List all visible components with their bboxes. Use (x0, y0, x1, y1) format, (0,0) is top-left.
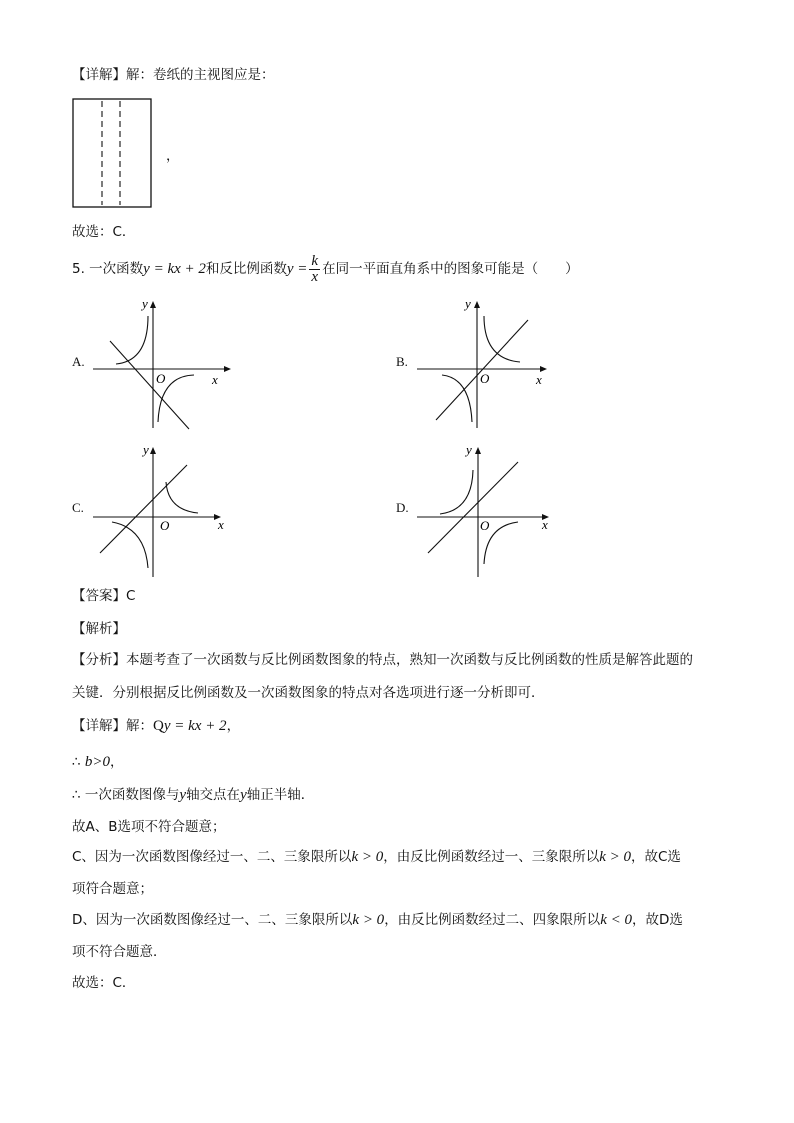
detail2-line-d (72, 911, 683, 929)
conclusion-2: 故选：C． (72, 975, 136, 991)
question-5 (72, 252, 579, 286)
because-symbol: Q (153, 718, 164, 734)
therefore1-tail: ， (110, 754, 124, 770)
hyperbola-branch-upper (484, 316, 520, 362)
linear-function-line (100, 465, 187, 553)
x-axis-label: x (218, 517, 224, 532)
y-axis-arrow-icon (475, 447, 481, 454)
option-b-graph (414, 296, 559, 431)
reciprocal-fraction (309, 254, 320, 285)
therefore-symbol-2: ∴ (72, 787, 81, 803)
c-text-3: ，故C选 (631, 849, 681, 865)
detail-text: 解：卷纸的主视图应是： (126, 67, 275, 83)
c-expr-2: k > 0 (599, 849, 631, 865)
front-view-rectangle (73, 99, 151, 207)
c-expr-1: k > 0 (351, 849, 384, 865)
hyperbola-branch-upper (116, 316, 148, 364)
origin-label: O (160, 518, 170, 533)
analysis-header: 【解析】 (72, 621, 126, 637)
figure-comma: ， (166, 148, 180, 164)
y-var-2: y (240, 787, 247, 803)
therefore2-text-b: 轴交点在 (186, 787, 241, 803)
analysis-tag: 【分析】 (72, 652, 126, 668)
analysis-line-1 (72, 651, 693, 669)
origin-label: O (480, 371, 490, 386)
question-part2: 和反比例函数 (205, 261, 287, 277)
roll-front-view-figure (72, 98, 154, 210)
detail2-line-c2: 项符合题意； (72, 881, 153, 897)
fraction-denominator: x (311, 268, 319, 285)
question-part1: 一次函数 (89, 261, 144, 277)
detail2-comma: ， (226, 718, 241, 734)
answer-line (72, 587, 135, 605)
y-var-1: y (179, 787, 187, 803)
option-a-graph (90, 296, 235, 431)
therefore2-text-a: 一次函数图像与 (84, 787, 180, 803)
d-text-2: ，由反比例函数经过二、四象限所以 (384, 912, 601, 928)
origin-label: O (480, 518, 490, 533)
d-expr-1: k > 0 (352, 912, 385, 928)
y-axis-arrow-icon (150, 301, 156, 308)
x-axis-label: x (536, 372, 542, 387)
y-axis-label: y (466, 442, 472, 457)
hyperbola-branch-second-quadrant (440, 470, 473, 514)
option-a-label: A. (72, 354, 85, 369)
question-part3: 在同一平面直角系中的图象可能是（ ） (322, 261, 579, 277)
detail2-line-ab: 故A、B选项不符合题意； (72, 819, 226, 835)
y-axis-label: y (465, 296, 471, 311)
option-c-graph (90, 440, 235, 580)
therefore-symbol-1: ∴ (72, 754, 81, 770)
detail2-line-d2: 项不符合题意． (72, 944, 167, 960)
y-axis-label: y (142, 296, 148, 311)
detail-tag: 【详解】 (72, 67, 126, 83)
detail2-prefix: 解： (126, 718, 153, 734)
y-axis-arrow-icon (474, 301, 480, 308)
hyperbola-branch-third-quadrant (112, 522, 148, 568)
d-expr-2: k < 0 (600, 912, 632, 928)
c-text-1: C、因为一次函数图像经过一、二、三象限所以 (72, 849, 352, 865)
x-axis-arrow-icon (224, 366, 231, 372)
b-positive-expr: b>0 (84, 754, 111, 770)
hyperbola-branch-lower (442, 375, 472, 422)
d-text-3: ，故D选 (631, 912, 683, 928)
linear-function-expr: y = kx + 2 (143, 261, 206, 277)
option-b-label: B. (396, 354, 408, 369)
option-c-label: C. (72, 500, 84, 515)
therefore2-text-c: 轴正半轴． (246, 787, 315, 803)
detail2-equation: y = kx + 2 (163, 718, 227, 734)
conclusion-1: 故选：C． (72, 224, 136, 240)
option-d-label: D. (396, 500, 409, 515)
fraction-numerator: k (311, 252, 319, 269)
detail2-line-3 (72, 786, 314, 804)
answer-value: C (126, 588, 136, 604)
detail2-tag: 【详解】 (72, 718, 126, 734)
x-axis-label: x (212, 372, 218, 387)
detail2-line-2 (72, 753, 124, 771)
d-text-1: D、因为一次函数图像经过一、二、三象限所以 (72, 912, 353, 928)
option-d-graph (414, 440, 559, 580)
y-axis-arrow-icon (150, 447, 156, 454)
analysis-line-2: 关键．分别根据反比例函数及一次函数图象的特点对各选项进行逐一分析即可． (72, 685, 545, 701)
hyperbola-branch-first-quadrant (166, 482, 198, 513)
linear-function-line (436, 320, 528, 420)
origin-label: O (156, 371, 166, 386)
x-axis-label: x (542, 517, 548, 532)
reciprocal-lhs: y = (286, 261, 308, 277)
answer-tag: 【答案】 (72, 588, 126, 604)
detail2-line-c (72, 848, 681, 866)
linear-function-line (110, 341, 189, 429)
question-number: 5. (72, 261, 90, 277)
y-axis-label: y (143, 442, 149, 457)
detail2-line-1 (72, 717, 240, 735)
detail-line-1 (72, 66, 275, 84)
analysis-text-1: 本题考查了一次函数与反比例函数图象的特点，熟知一次函数与反比例函数的性质是解答此题的 (126, 652, 693, 668)
c-text-2: ，由反比例函数经过一、三象限所以 (383, 849, 600, 865)
